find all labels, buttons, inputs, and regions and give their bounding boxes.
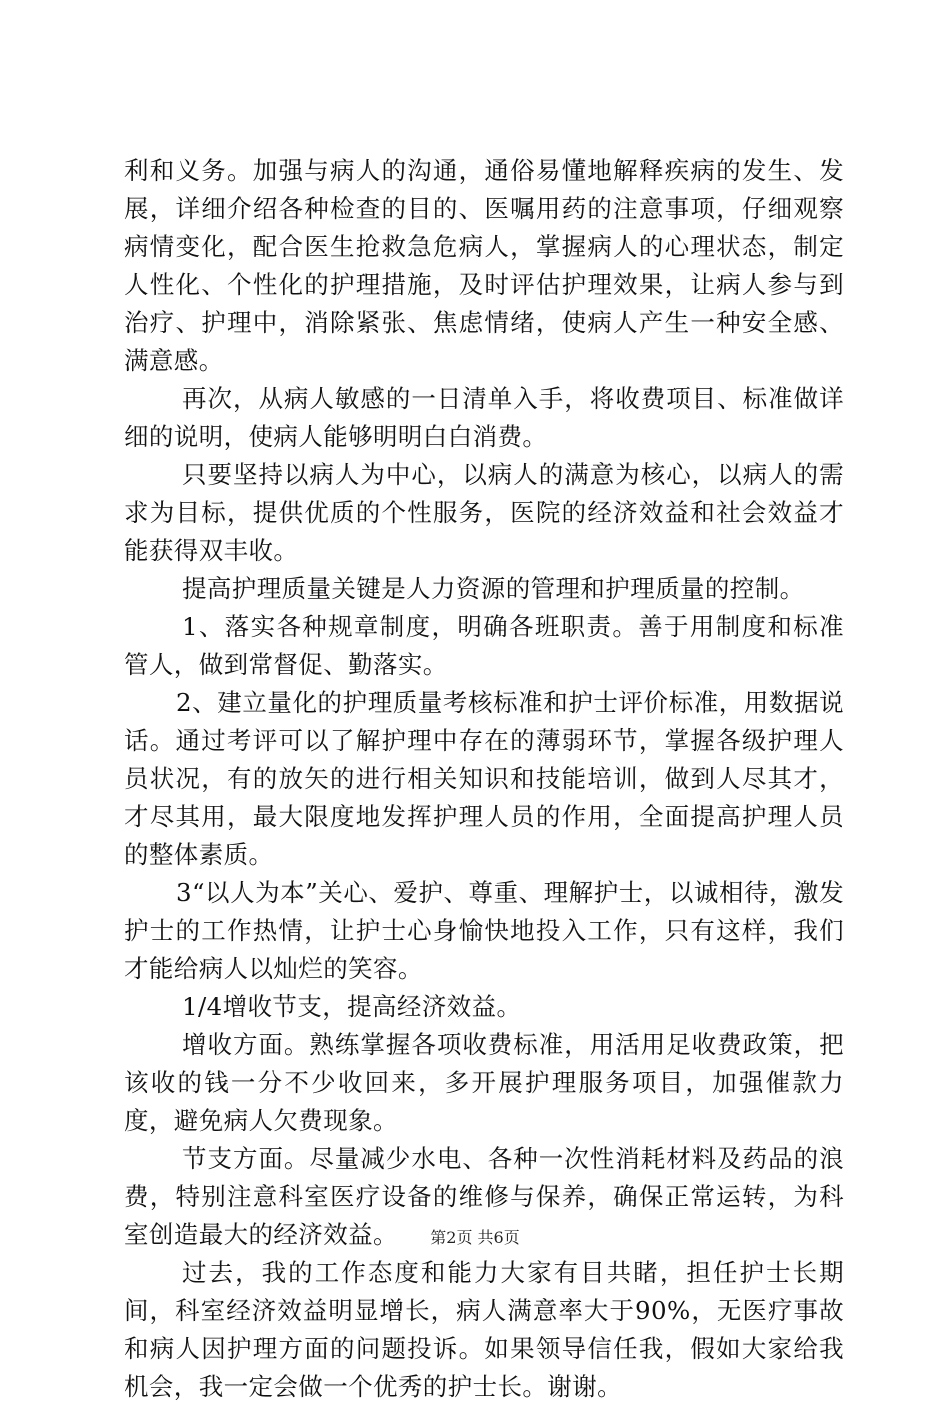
paragraph-item-1: 1、落实各种规章制度，明确各班职责。善于用制度和标准管人，做到常督促、勤落实。	[124, 612, 844, 679]
paragraph-patient-centered: 只要坚持以病人为中心，以病人的满意为核心，以病人的需求为目标，提供优质的个性服务，医院的经济效益和社会效益才能获得双丰收。	[124, 460, 844, 565]
document-body	[124, 152, 844, 1406]
paragraph-item-3: 3“以人为本”关心、爱护、尊重、理解护士，以诚相待，激发护士的工作热情，让护士心身愉快地投入工作，只有这样，我们才能给病人以灿烂的笑容。	[124, 878, 844, 983]
paragraph-billing: 再次，从病人敏感的一日清单入手，将收费项目、标准做详细的说明，使病人能够明明白白消费。	[124, 384, 844, 451]
page-number-footer: 第2页 共6页	[430, 1228, 520, 1247]
paragraph-increase-income: 增收方面。熟练掌握各项收费标准，用活用足收费政策，把该收的钱一分不少收回来，多开展护理服务项目，加强催款力度，避免病人欠费现象。	[124, 1030, 844, 1135]
paragraph-reduce-cost: 节支方面。尽量减少水电、各种一次性消耗材料及药品的浪费，特别注意科室医疗设备的维修与保养，确保正常运转，为科室创造最大的经济效益。	[124, 1144, 844, 1249]
paragraph-quality-key: 提高护理质量关键是人力资源的管理和护理质量的控制。	[182, 574, 805, 603]
paragraph-section-heading: 1/4增收节支，提高经济效益。	[182, 992, 522, 1021]
paragraph-conclusion: 过去，我的工作态度和能力大家有目共睹，担任护士长期间，科室经济效益明显增长，病人满意率大于90%，无医疗事故和病人因护理方面的问题投诉。如果领导信任我，假如大家给我机会，我一定会做一个优秀的护士长。谢谢。	[124, 1258, 844, 1401]
paragraph-continuation: 利和义务。加强与病人的沟通，通俗易懂地解释疾病的发生、发展，详细介绍各种检查的目的、医嘱用药的注意事项，仔细观察病情变化，配合医生抢救急危病人，掌握病人的心理状态，制定人性化、个性化的护理措施，及时评估护理效果，让病人参与到治疗、护理中，消除紧张、焦虑情绪，使病人产生一种安全感、满意感。	[124, 156, 844, 375]
paragraph-item-2: 2、建立量化的护理质量考核标准和护士评价标准，用数据说话。通过考评可以了解护理中存在的薄弱环节，掌握各级护理人员状况，有的放矢的进行相关知识和技能培训，做到人尽其才，才尽其用，最大限度地发挥护理人员的作用，全面提高护理人员的整体素质。	[124, 688, 844, 869]
